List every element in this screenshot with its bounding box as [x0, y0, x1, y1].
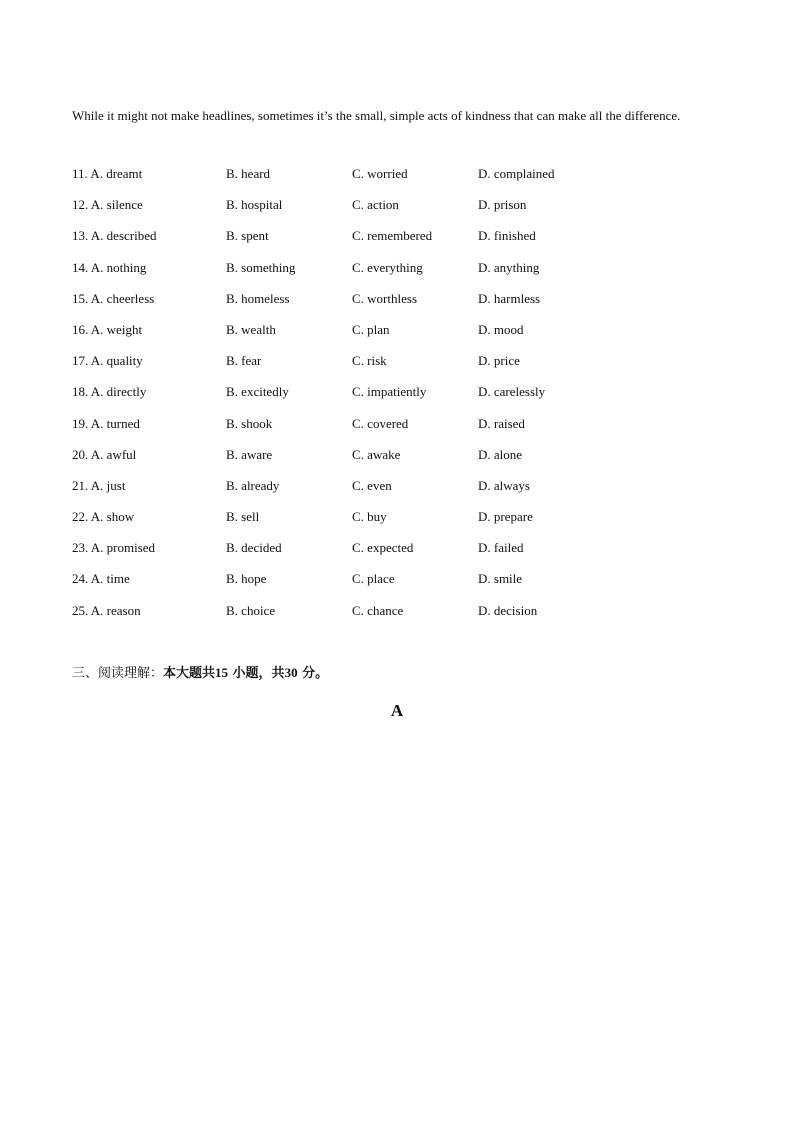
- option-a: 11. A. dreamt: [72, 166, 143, 181]
- option-b: B. heard: [226, 166, 271, 181]
- section-score: 30: [284, 665, 298, 680]
- option-d: D. decision: [478, 602, 538, 618]
- option-b: B. already: [226, 477, 280, 493]
- question-row: [72, 532, 722, 563]
- option-b: B. aware: [226, 446, 273, 462]
- option-d: D. complained: [478, 166, 555, 181]
- passage-label: A: [390, 701, 404, 720]
- option-c: C. covered: [352, 415, 409, 431]
- option-b: B. wealth: [226, 321, 276, 337]
- option-a: 14. A. nothing: [72, 259, 147, 275]
- option-d: D. smile: [478, 571, 523, 587]
- question-row: [72, 220, 722, 251]
- option-b: B. spent: [226, 228, 269, 244]
- option-d: D. harmless: [478, 290, 541, 306]
- option-a: 15. A. cheerless: [72, 290, 155, 306]
- option-c: C. remembered: [352, 228, 433, 244]
- question-row: [72, 563, 722, 594]
- option-c: C. everything: [352, 259, 423, 275]
- option-a: 22. A. show: [72, 509, 135, 525]
- question-row: [72, 376, 722, 407]
- option-d: D. alone: [478, 446, 523, 462]
- option-b: B. fear: [226, 353, 262, 369]
- option-c: C. expected: [352, 540, 414, 556]
- option-b: B. hope: [226, 571, 267, 587]
- option-b: B. hospital: [226, 197, 283, 213]
- option-a: 19. A. turned: [72, 415, 140, 431]
- option-d: D. failed: [478, 540, 524, 556]
- option-c: C. chance: [352, 602, 404, 618]
- option-a: 17. A. quality: [72, 353, 143, 369]
- option-a: 24. A. time: [72, 571, 130, 587]
- option-a: 18. A. directly: [72, 384, 147, 400]
- section-heading: [72, 663, 328, 684]
- option-c: C. awake: [352, 446, 401, 462]
- option-c: C. plan: [352, 321, 390, 337]
- question-row: [72, 189, 722, 220]
- option-d: D. price: [478, 353, 520, 369]
- question-row: [72, 595, 722, 626]
- option-d: D. prepare: [478, 509, 533, 525]
- question-row: [72, 283, 722, 314]
- passage-paragraph: While it might not make headlines, sometimes it’s the small, simple acts of kindness that can make all the difference.: [72, 108, 681, 123]
- option-d: D. anything: [478, 259, 540, 275]
- option-d: D. carelessly: [478, 384, 546, 400]
- option-b: B. shook: [226, 415, 273, 431]
- section-prefix: 三、阅读理解：: [72, 666, 164, 681]
- question-row: [72, 345, 722, 376]
- question-row: [72, 314, 722, 345]
- option-b: B. something: [226, 259, 296, 275]
- option-d: D. always: [478, 477, 530, 493]
- option-b: B. sell: [226, 509, 260, 525]
- option-d: D. raised: [478, 415, 525, 431]
- option-a: 16. A. weight: [72, 321, 143, 337]
- question-row: [72, 252, 722, 283]
- question-row: [72, 408, 722, 439]
- option-b: B. choice: [226, 602, 276, 618]
- option-c: C. place: [352, 571, 395, 587]
- option-a: 20. A. awful: [72, 446, 137, 462]
- option-b: B. homeless: [226, 290, 290, 306]
- option-d: D. mood: [478, 321, 524, 337]
- option-a: 25. A. reason: [72, 602, 141, 618]
- section-count: 15: [215, 665, 229, 680]
- question-list: [72, 158, 722, 626]
- question-row: [72, 439, 722, 470]
- section-text-2: 小题，共: [228, 666, 285, 681]
- option-c: C. even: [352, 477, 392, 493]
- option-c: C. impatiently: [352, 384, 427, 400]
- option-c: C. buy: [352, 509, 387, 525]
- option-a: 23. A. promised: [72, 540, 156, 556]
- option-a: 12. A. silence: [72, 197, 143, 213]
- option-c: C. worried: [352, 166, 408, 181]
- option-b: B. decided: [226, 540, 282, 556]
- option-d: D. prison: [478, 197, 527, 213]
- question-row: [72, 501, 722, 532]
- section-text-1: 本大题共: [163, 666, 216, 681]
- option-b: B. excitedly: [226, 384, 289, 400]
- option-d: D. finished: [478, 228, 536, 244]
- option-a: 21. A. just: [72, 477, 126, 493]
- option-c: C. action: [352, 197, 399, 213]
- question-row: [72, 158, 722, 189]
- option-a: 13. A. described: [72, 228, 157, 244]
- option-c: C. risk: [352, 353, 387, 369]
- option-c: C. worthless: [352, 290, 417, 306]
- question-row: [72, 470, 722, 501]
- section-suffix: 分。: [297, 666, 329, 681]
